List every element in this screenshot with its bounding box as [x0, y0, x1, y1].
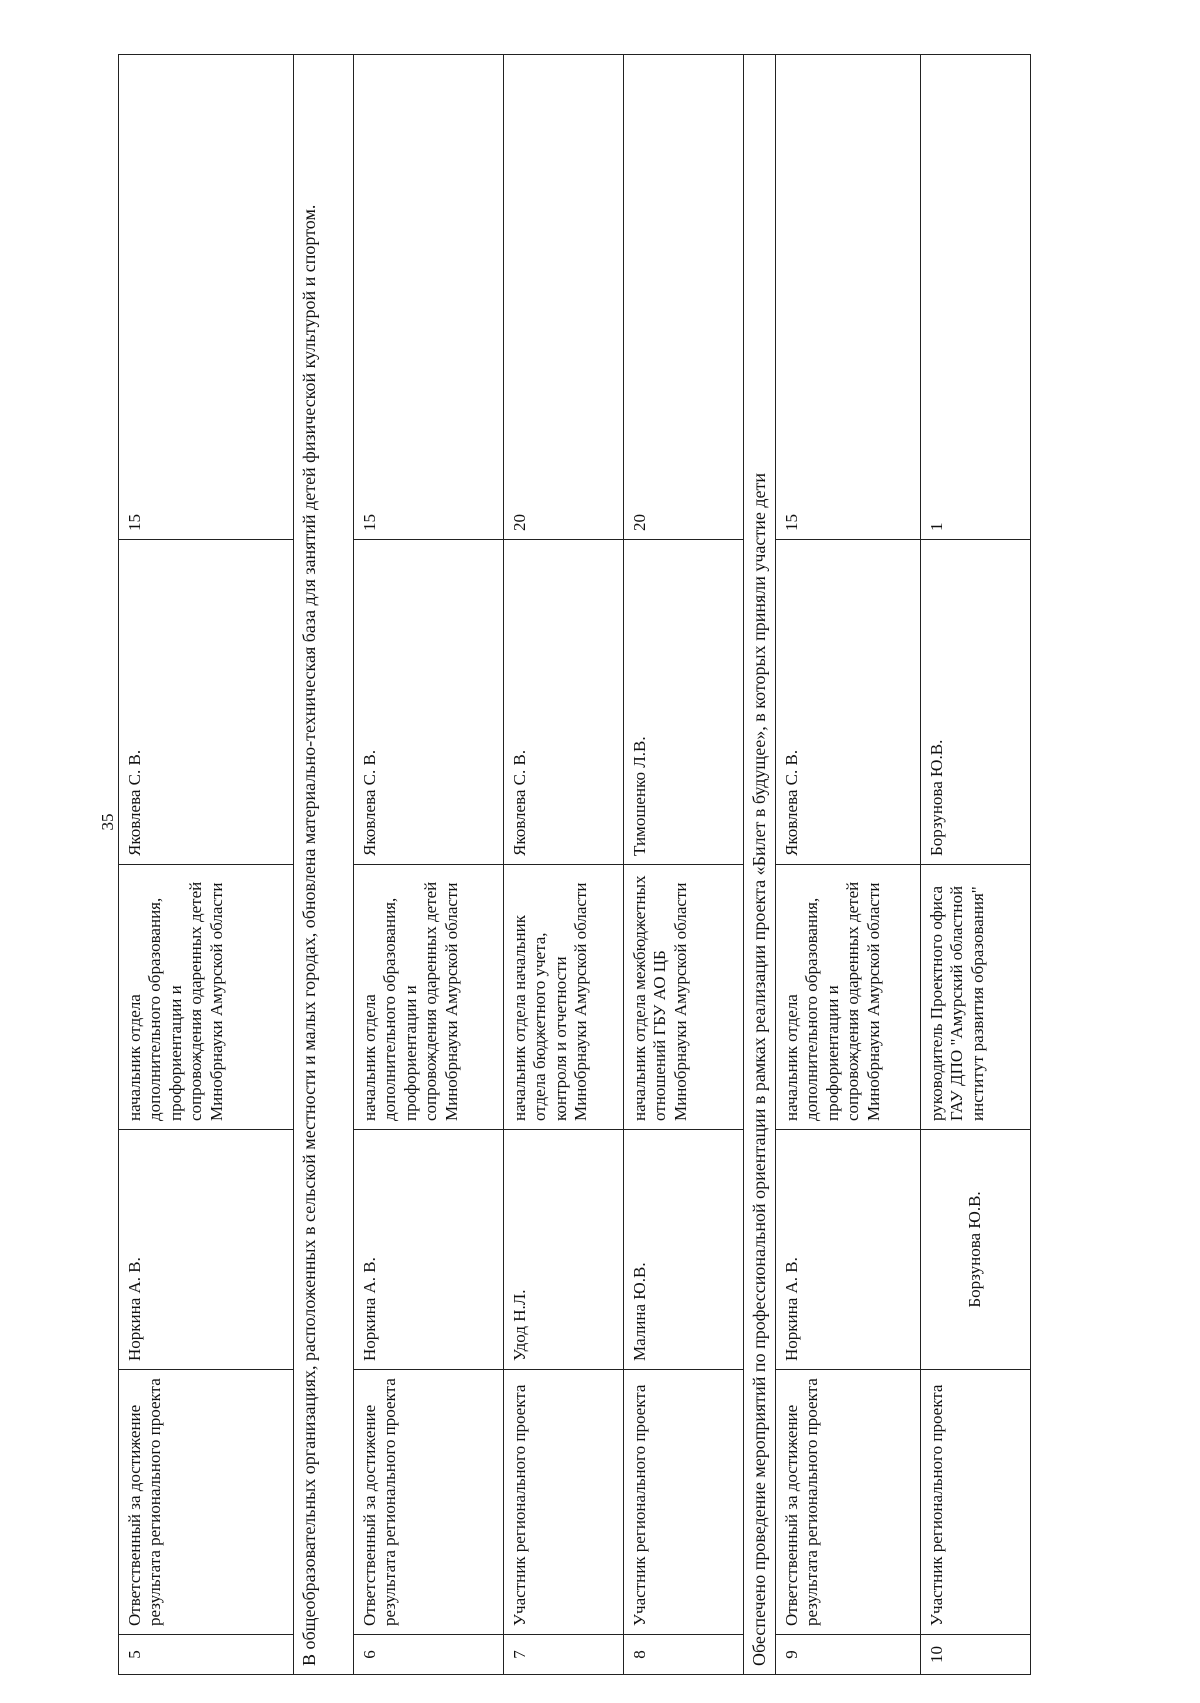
name-cell: Норкина А. В. [354, 1130, 504, 1370]
table-row [354, 55, 504, 1675]
position-cell: начальник отдела начальник отдела бюджетного учета, контроля и отчетности Минобрнауки Амурской области [504, 865, 624, 1130]
load-cell: 20 [624, 55, 744, 540]
section-row [744, 55, 776, 1675]
position-cell: руководитель Проектного офиса ГАУ ДПО "Амурский областной институт развития образования" [921, 865, 1031, 1130]
project-participants-table [118, 54, 1031, 1675]
row-number: 9 [776, 1635, 921, 1675]
load-cell: 20 [504, 55, 624, 540]
name-cell: Норкина А. В. [119, 1130, 294, 1370]
table-row [776, 55, 921, 1675]
name-cell: Борзунова Ю.В. [921, 1130, 1031, 1370]
role-cell: Ответственный за достижение результата регионального проекта [119, 1370, 294, 1635]
table-row [504, 55, 624, 1675]
load-cell: 1 [921, 55, 1031, 540]
row-number: 8 [624, 1635, 744, 1675]
load-cell: 15 [119, 55, 294, 540]
name-cell: Малина Ю.В. [624, 1130, 744, 1370]
section-row [294, 55, 354, 1675]
role-cell: Ответственный за достижение результата регионального проекта [354, 1370, 504, 1635]
load-cell: 15 [354, 55, 504, 540]
supervisor-cell: Яковлева С. В. [354, 540, 504, 865]
name-cell: Удод Н.Л. [504, 1130, 624, 1370]
role-cell: Ответственный за достижение результата регионального проекта [776, 1370, 921, 1635]
table-row [119, 55, 294, 1675]
table-row [921, 55, 1031, 1675]
supervisor-cell: Тимошенко Л.В. [624, 540, 744, 865]
rotated-sheet [118, 55, 1118, 1675]
row-number: 7 [504, 1635, 624, 1675]
supervisor-cell: Яковлева С. В. [776, 540, 921, 865]
page-number: 35 [98, 813, 117, 831]
supervisor-cell: Борзунова Ю.В. [921, 540, 1031, 865]
supervisor-cell: Яковлева С. В. [119, 540, 294, 865]
name-cell: Норкина А. В. [776, 1130, 921, 1370]
section-title: Обеспечено проведение мероприятий по профессиональной ориентации в рамках реализации проекта «Билет в будущее», в которых приняли участие дети [744, 55, 776, 1675]
table-row [624, 55, 744, 1675]
position-cell: начальник отдела межбюджетных отношений ГБУ АО ЦБ Минобрнауки Амурской области [624, 865, 744, 1130]
position-cell: начальник отдела дополнительного образования, профориентации и сопровождения одаренных детей Минобрнауки Амурской области [119, 865, 294, 1130]
row-number: 5 [119, 1635, 294, 1675]
role-cell: Участник регионального проекта [504, 1370, 624, 1635]
role-cell: Участник регионального проекта [921, 1370, 1031, 1635]
section-title: В общеобразовательных организациях, расположенных в сельской местности и малых городах, обновлена материально-техническая база для занятий детей физической культурой и спортом. [294, 55, 354, 1675]
load-cell: 15 [776, 55, 921, 540]
supervisor-cell: Яковлева С. В. [504, 540, 624, 865]
role-cell: Участник регионального проекта [624, 1370, 744, 1635]
row-number: 6 [354, 1635, 504, 1675]
position-cell: начальник отдела дополнительного образования, профориентации и сопровождения одаренных детей Минобрнауки Амурской области [776, 865, 921, 1130]
position-cell: начальник отдела дополнительного образования, профориентации и сопровождения одаренных детей Минобрнауки Амурской области [354, 865, 504, 1130]
row-number: 10 [921, 1635, 1031, 1675]
